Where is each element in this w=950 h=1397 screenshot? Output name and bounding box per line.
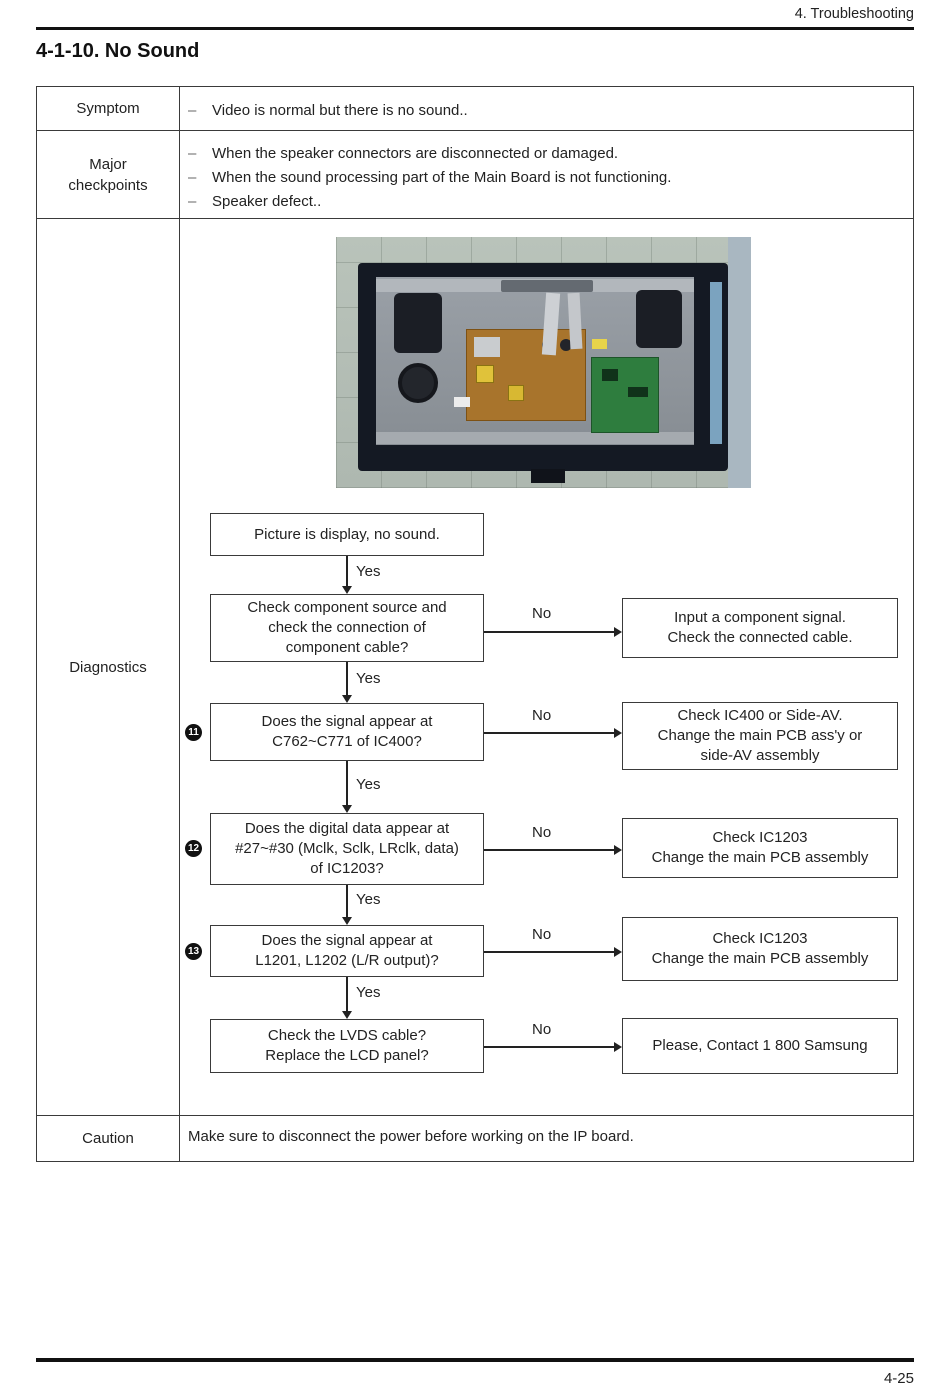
caution-label: Caution xyxy=(37,1116,180,1161)
flow-step-2-no-box xyxy=(622,702,898,770)
flow-step-3-no-line: Check IC1203 xyxy=(712,829,808,846)
troubleshooting-table xyxy=(36,86,914,1162)
flow-step-2-line: C762~C771 of IC400? xyxy=(272,733,422,750)
diagnostics-content xyxy=(180,219,913,1115)
step-badge: 12 xyxy=(185,840,202,857)
symptom-item: – Video is normal but there is no sound.. xyxy=(180,99,913,123)
flow-step-1-line: component cable? xyxy=(285,639,409,656)
flow-step-2-no-line: Check IC400 or Side-AV. xyxy=(677,707,843,724)
right-arrow xyxy=(484,849,614,851)
photo-stand-mount xyxy=(531,469,565,483)
right-arrow xyxy=(484,631,614,633)
down-arrow xyxy=(346,556,348,587)
flow-step-3-no-box xyxy=(622,818,898,878)
down-arrow xyxy=(346,662,348,696)
flow-step-4-no-box xyxy=(622,917,898,981)
flow-step-3-no-line: Change the main PCB assembly xyxy=(651,849,869,866)
flow-step-4-box xyxy=(210,925,484,977)
caution-text: Make sure to disconnect the power before working on the IP board. xyxy=(188,1128,634,1145)
flow-step-3-line: Does the digital data appear at xyxy=(244,820,450,837)
page-number: 4-25 xyxy=(883,1370,914,1387)
flow-step-3-box xyxy=(210,813,484,885)
flow-step-2-no-line: side-AV assembly xyxy=(700,747,820,764)
step-badge: 11 xyxy=(185,724,202,741)
photo-wall xyxy=(728,237,751,488)
flow-step-2-line: Does the signal appear at xyxy=(261,713,433,730)
flow-step-5-line: Replace the LCD panel? xyxy=(265,1047,429,1064)
flow-step-5-no-line: Please, Contact 1 800 Samsung xyxy=(652,1037,868,1054)
photo-right-speaker xyxy=(636,290,682,348)
photo-chip xyxy=(628,387,648,397)
photo-bezel-strip xyxy=(710,282,722,444)
down-arrow xyxy=(346,885,348,918)
checkpoints-row xyxy=(37,131,913,219)
photo-left-speaker xyxy=(394,293,442,353)
flow-step-1-line: check the connection of xyxy=(268,619,426,636)
page-header xyxy=(36,6,914,22)
flow-step-4-no-line: Check IC1203 xyxy=(712,930,808,947)
flow-step-2-box xyxy=(210,703,484,761)
yes-label: Yes xyxy=(356,563,381,580)
flow-step-0-box xyxy=(210,513,484,556)
right-arrow xyxy=(484,1046,614,1048)
flow-step-1-no-box xyxy=(622,598,898,658)
checkpoints-content xyxy=(180,131,913,218)
yes-label: Yes xyxy=(356,984,381,1001)
footer-rule xyxy=(36,1358,914,1362)
page-title: 4-1-10. No Sound xyxy=(36,40,200,62)
step-badge: 13 xyxy=(185,943,202,960)
flow-step-1-no-line: Check the connected cable. xyxy=(667,629,853,646)
flow-step-2-no-line: Change the main PCB ass'y or xyxy=(657,727,863,744)
no-label: No xyxy=(532,926,552,943)
symptom-label: Symptom xyxy=(37,87,180,130)
photo-chip xyxy=(602,369,618,381)
yes-label: Yes xyxy=(356,670,381,687)
photo-transformer xyxy=(476,365,494,383)
checkpoints-label: Major checkpoints xyxy=(37,131,180,218)
no-label: No xyxy=(532,824,552,841)
flow-step-4-line: Does the signal appear at xyxy=(261,932,433,949)
flow-step-5-line: Check the LVDS cable? xyxy=(267,1027,427,1044)
diagnostics-row xyxy=(37,219,913,1116)
flow-step-4-line: L1201, L1202 (L/R output)? xyxy=(255,952,439,969)
flow-step-0-line: Picture is display, no sound. xyxy=(254,525,440,543)
flow-step-1-no-line: Input a component signal. xyxy=(674,609,846,626)
flow-step-3-line: of IC1203? xyxy=(310,860,384,877)
down-arrow xyxy=(346,977,348,1012)
no-label: No xyxy=(532,1021,552,1038)
header-rule xyxy=(36,27,914,30)
photo-heatsink xyxy=(474,337,500,357)
checkpoint-item: – Speaker defect.. xyxy=(180,190,913,214)
photo-bottom-rail xyxy=(376,432,694,444)
yes-label: Yes xyxy=(356,776,381,793)
symptom-row xyxy=(37,87,913,131)
photo-sticker xyxy=(454,397,470,407)
flow-step-5-no-box xyxy=(622,1018,898,1074)
diagnostics-label: Diagnostics xyxy=(37,219,180,1115)
photo-sticker xyxy=(592,339,607,349)
symptom-content xyxy=(180,87,913,130)
flow-step-5-box xyxy=(210,1019,484,1073)
tv-internals-photo xyxy=(336,237,751,488)
photo-ports xyxy=(501,280,593,292)
right-arrow xyxy=(484,732,614,734)
photo-transformer xyxy=(508,385,524,401)
flow-step-3-line: #27~#30 (Mclk, Sclk, LRclk, data) xyxy=(235,840,459,857)
flow-step-1-box xyxy=(210,594,484,662)
flow-step-4-no-line: Change the main PCB assembly xyxy=(651,950,869,967)
caution-row xyxy=(37,1116,913,1161)
checkpoint-item: – When the speaker connectors are disconnected or damaged. xyxy=(180,142,913,166)
header-text: 4. Troubleshooting xyxy=(794,6,914,22)
down-arrow xyxy=(346,761,348,806)
flow-step-1-line: Check component source and xyxy=(247,599,447,616)
no-label: No xyxy=(532,605,552,622)
caution-content xyxy=(180,1116,913,1161)
no-label: No xyxy=(532,707,552,724)
checkpoint-item: – When the sound processing part of the Main Board is not functioning. xyxy=(180,166,913,190)
right-arrow xyxy=(484,951,614,953)
photo-fan xyxy=(398,363,438,403)
yes-label: Yes xyxy=(356,891,381,908)
